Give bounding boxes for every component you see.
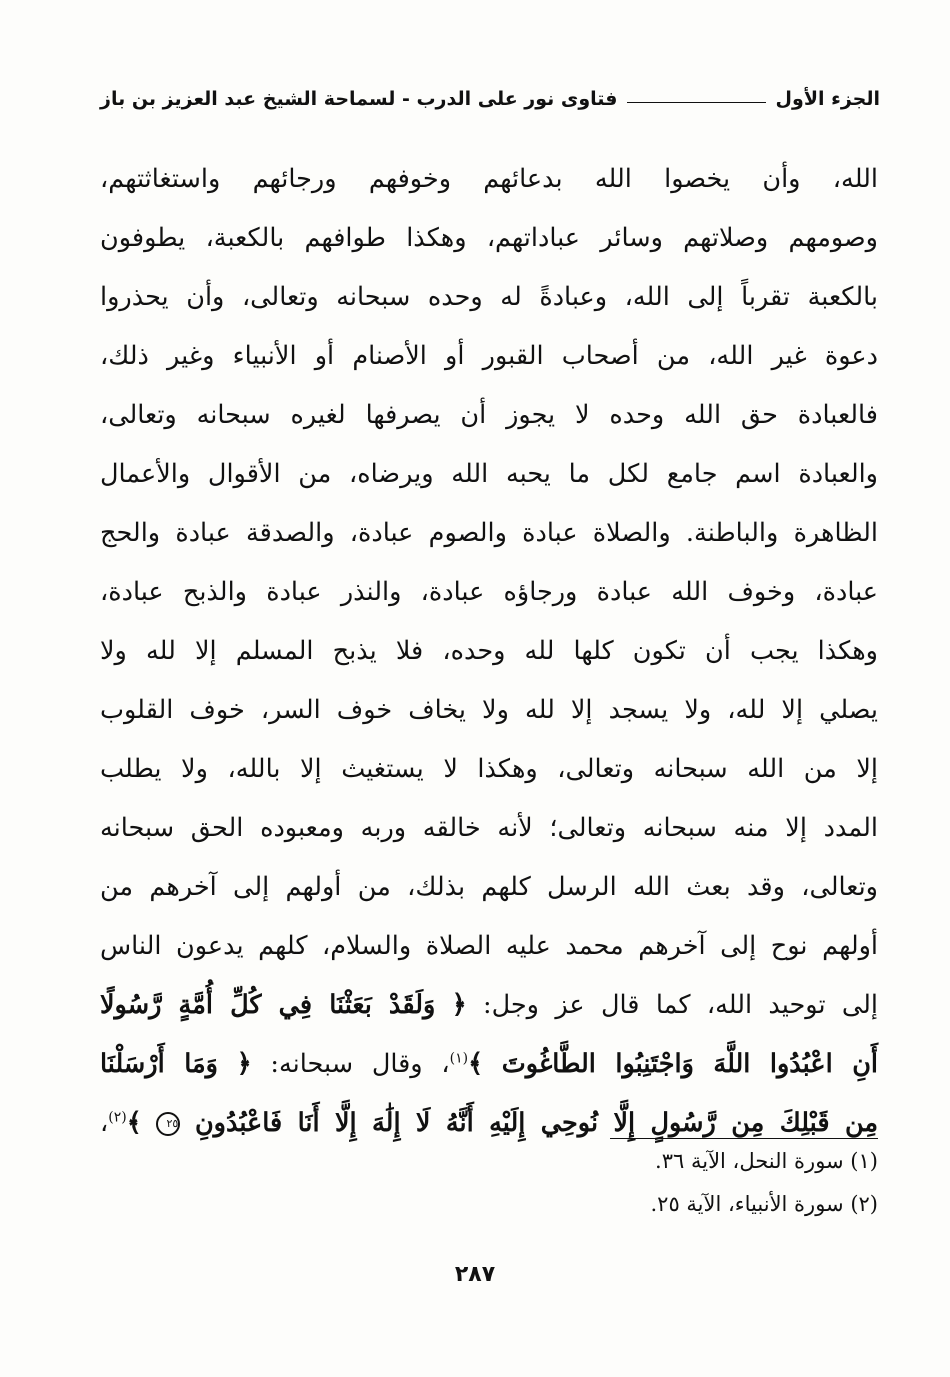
footnote-divider xyxy=(610,1138,878,1139)
body-line: دعوة غير الله، من أصحاب القبور أو الأصنام أو الأنبياء وغير ذلك، xyxy=(100,341,878,371)
body-line: المدد إلا منه سبحانه وتعالى؛ لأنه خالقه وربه ومعبوده الحق سبحانه xyxy=(100,813,878,843)
body-text xyxy=(100,150,878,1153)
running-header xyxy=(100,88,880,110)
ayah-number-marker: ٢٥ xyxy=(156,1112,180,1136)
body-line: وتعالى، وقد بعث الله الرسل كلهم بذلك، من أولهم إلى آخرهم من xyxy=(100,872,878,902)
footnote-ref: (١) xyxy=(449,1050,469,1067)
body-line: عبادة، وخوف الله عبادة ورجاؤه عبادة، والنذر عبادة والذبح عبادة، xyxy=(100,577,878,607)
footnote-item: (٢) سورة الأنبياء، الآية ٢٥. xyxy=(650,1192,878,1216)
verse-connector-text: ، وقال سبحانه: xyxy=(270,1049,450,1079)
body-line: أولهم نوح إلى آخرهم محمد عليه الصلاة والسلام، كلهم يدعون الناس xyxy=(100,931,878,961)
quran-bracket-open: ﴿ xyxy=(451,990,467,1020)
header-volume: الجزء الأول xyxy=(775,88,880,110)
body-line: إلا من الله سبحانه وتعالى، وهكذا لا يستغيث إلا بالله، ولا يطلب xyxy=(100,754,878,784)
header-title: فتاوى نور على الدرب - لسماحة الشيخ عبد العزيز بن باز xyxy=(100,88,618,110)
body-line: الظاهرة والباطنة. والصلاة عبادة والصوم عبادة، والصدقة عبادة والحج xyxy=(100,518,878,548)
body-line: فالعبادة حق الله وحده لا يجوز أن يصرفها لغيره سبحانه وتعالى، xyxy=(100,400,878,430)
body-line: والعبادة اسم جامع لكل ما يحبه الله ويرضاه، من الأقوال والأعمال xyxy=(100,459,878,489)
verse-connector-text: ، xyxy=(100,1108,109,1138)
footnote-item: (١) سورة النحل، الآية ٣٦. xyxy=(655,1149,878,1173)
verse-line-2 xyxy=(100,1035,878,1094)
footnote-ref: (٢) xyxy=(108,1109,127,1126)
body-line: الله، وأن يخصوا الله بدعائهم وخوفهم ورجائهم واستغاثتهم، xyxy=(100,164,878,194)
quran-bracket-close: ﴾ xyxy=(126,1108,142,1138)
body-line: بالكعبة تقرباً إلى الله، وعبادةً له وحده سبحانه وتعالى، وأن يحذروا xyxy=(100,282,878,312)
quran-verse-text: وَلَقَدْ بَعَثْنَا فِي كُلِّ أُمَّةٍ رَّسُولًا xyxy=(100,990,436,1020)
quran-verse-text: مِن قَبْلِكَ مِن رَّسُولٍ إِلَّا نُوحِي إِلَيْهِ أَنَّهُ لَا إِلَٰهَ إِلَّا أَنَا فَاعْبُدُونِ xyxy=(194,1108,879,1138)
quran-verse-text: وَمَا أَرْسَلْنَا xyxy=(100,1049,218,1079)
quran-bracket-open: ﴿ xyxy=(236,1049,252,1079)
body-line: وهكذا يجب أن تكون كلها لله وحده، فلا يذبح المسلم إلا لله ولا xyxy=(100,636,878,666)
quran-bracket-close: ﴾ xyxy=(468,1049,484,1079)
page-number: ٢٨٧ xyxy=(454,1262,496,1287)
body-line: يصلي إلا لله، ولا يسجد إلا لله ولا يخاف خوف السر، خوف القلوب xyxy=(100,695,878,725)
footnotes xyxy=(400,1140,878,1226)
verse-intro-text: إلى توحيد الله، كما قال عز وجل: xyxy=(483,990,879,1020)
quran-verse-text: أَنِ اعْبُدُوا اللَّهَ وَاجْتَنِبُوا الطَّاغُوتَ xyxy=(501,1049,879,1079)
body-line: وصومهم وصلاتهم وسائر عباداتهم، وهكذا طوافهم بالكعبة، يطوفون xyxy=(100,223,878,253)
header-rule xyxy=(627,102,765,103)
verse-line-1 xyxy=(100,976,878,1035)
